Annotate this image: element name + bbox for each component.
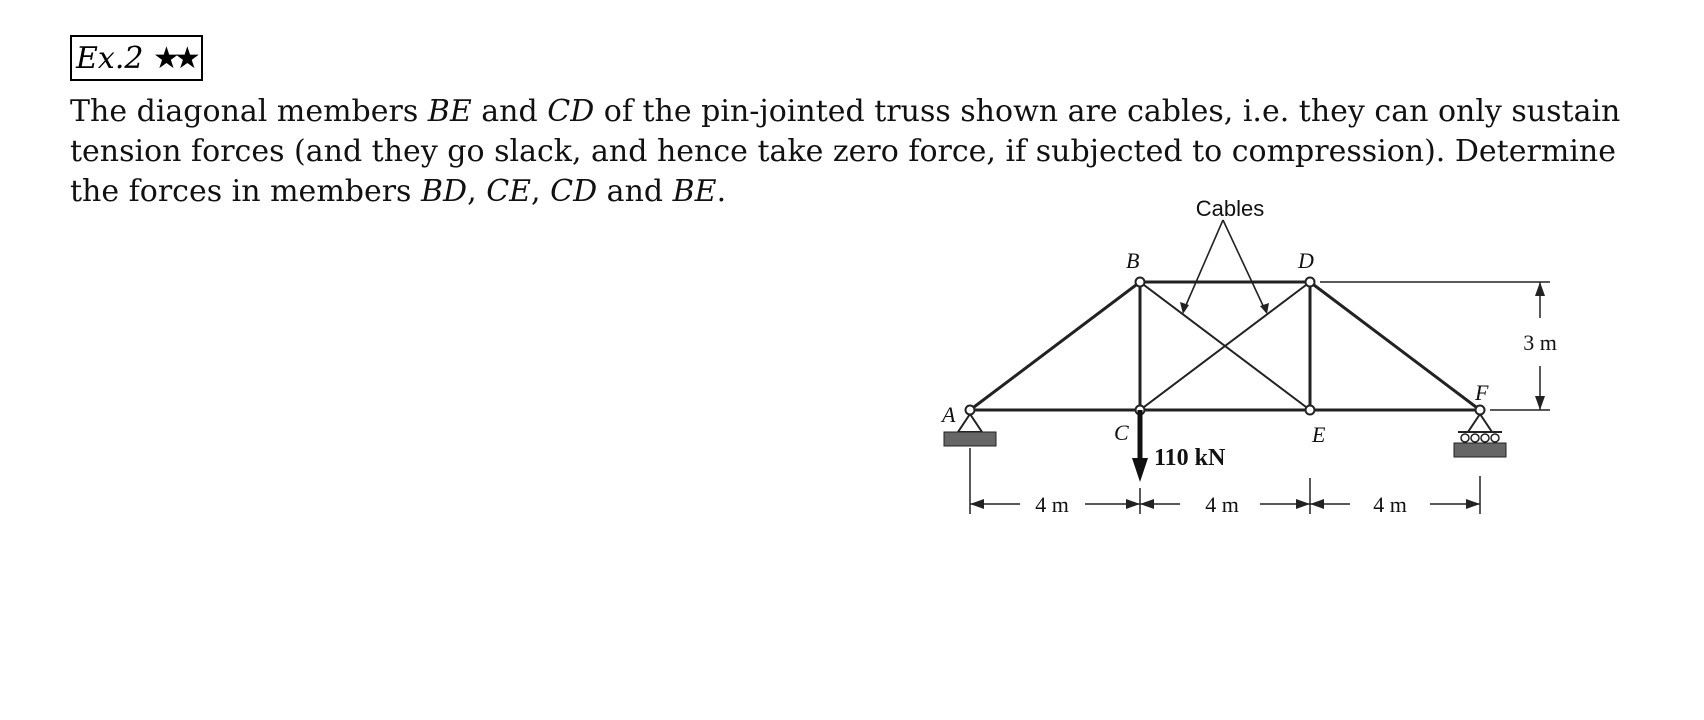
arrow-head-icon <box>1466 499 1480 509</box>
height-dimension <box>1320 282 1550 410</box>
node-label-a: A <box>942 402 956 427</box>
member-cd: CD <box>550 174 598 209</box>
member-be: BE <box>672 174 717 209</box>
problem-text: The diagonal members <box>70 94 428 129</box>
node-label-c: C <box>1114 420 1129 445</box>
joint-f <box>1476 406 1485 415</box>
exercise-number: Ex.2 <box>76 41 144 76</box>
difficulty-stars: ★★ <box>153 41 195 76</box>
member-df <box>1310 282 1480 410</box>
joint-b <box>1136 278 1145 287</box>
span-label-ce: 4 m <box>1205 492 1239 517</box>
node-label-d: D <box>1298 248 1314 273</box>
node-label-e: E <box>1312 422 1326 447</box>
joint-e <box>1306 406 1315 415</box>
problem-text: , <box>467 174 487 209</box>
arrow-head-icon <box>1535 282 1545 296</box>
span-label-ac: 4 m <box>1035 492 1069 517</box>
problem-text: and <box>471 94 548 129</box>
truss-diagram <box>900 200 1620 580</box>
problem-text: and <box>597 174 673 209</box>
node-label-f: F <box>1475 380 1489 405</box>
height-label: 3 m <box>1523 330 1557 355</box>
member-ce: CE <box>486 174 532 209</box>
arrow-head-icon <box>1260 303 1269 314</box>
arrow-head-icon <box>1310 499 1324 509</box>
member-ab <box>970 282 1140 410</box>
joint-d <box>1306 278 1315 287</box>
arrow-head-icon <box>1296 499 1310 509</box>
joint-a <box>966 406 975 415</box>
load-label: 110 kN <box>1154 445 1226 471</box>
problem-text: . <box>716 174 727 209</box>
cable-pointer-arrows <box>1183 220 1266 312</box>
member-be: BE <box>427 94 472 129</box>
cables-label: Cables <box>1195 200 1265 221</box>
exercise-label <box>70 35 203 81</box>
problem-text: of the pin-jointed truss shown are cables, i.e. they can only sustain tension forces (and they go slack, and hence take zero force, if subjected to compression). Determine the forces in members <box>70 94 1621 209</box>
member-bd: BD <box>421 174 468 209</box>
arrow-head-icon <box>970 499 984 509</box>
roller-support-f <box>1454 414 1506 457</box>
load-arrow <box>1132 410 1148 482</box>
arrow-head-icon <box>1535 396 1545 410</box>
arrow-head-icon <box>1140 499 1154 509</box>
span-label-ef: 4 m <box>1373 492 1407 517</box>
member-cd: CD <box>547 94 595 129</box>
node-label-b: B <box>1126 248 1140 273</box>
problem-text: , <box>531 174 551 209</box>
arrow-head-icon <box>1126 499 1140 509</box>
problem-statement <box>70 92 1670 212</box>
